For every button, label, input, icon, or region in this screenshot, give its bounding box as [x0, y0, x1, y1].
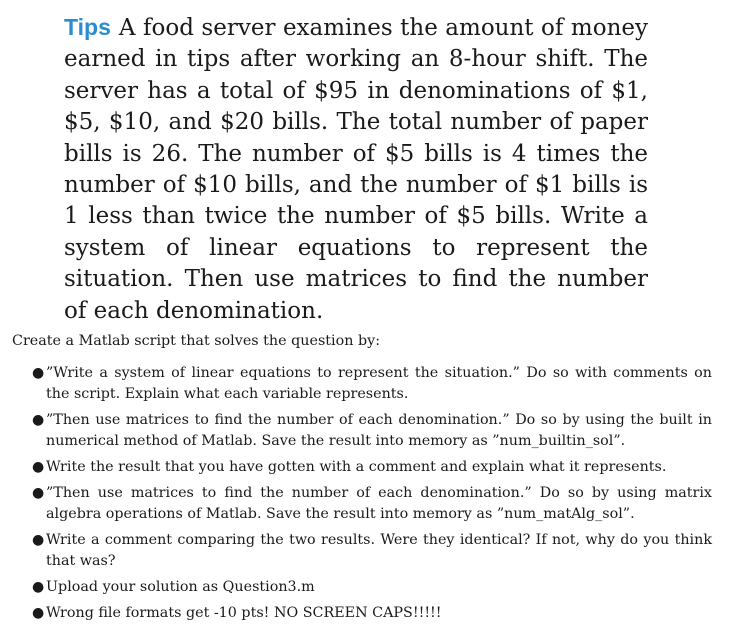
- task-text: Write the result that you have gotten with a comment and explain what it represents.: [46, 459, 667, 475]
- problem-text: A food server examines the amount of money earned in tips after working an 8-hour shift. The server has a total of $95 in denominations of $1, $5, $10, and $20 bills. The total number of paper bills is 26. The number of $5 bills is 4 times the number of $10 bills, and the number of $1 bills is 1 less than twice the number of $5 bills. Write a system of linear equations to represent the situation. Then use matrices to find the number of each denomination.: [64, 15, 648, 324]
- task-text: ”Then use matrices to find the number of each denomination.” Do so by using matrix algebra operations of Matlab. Save the result into memory as ”num_matAlg_sol”.: [46, 485, 712, 522]
- bullet-icon: ●: [32, 579, 45, 595]
- task-text: ”Write a system of linear equations to represent the situation.” Do so with comments on the script. Explain what each variable represents.: [46, 365, 712, 402]
- task-item-1: [12, 363, 712, 405]
- bullet-icon: ●: [32, 365, 45, 381]
- problem-tag: Tips: [64, 14, 111, 40]
- task-text: Write a comment comparing the two results. Were they identical? If not, why do you think that was?: [46, 532, 712, 569]
- bullet-icon: ●: [32, 605, 45, 621]
- bullet-icon: ●: [32, 485, 45, 501]
- problem-statement: [64, 12, 648, 327]
- instructions-intro: Create a Matlab script that solves the question by:: [12, 333, 381, 349]
- task-item-5: [12, 530, 712, 572]
- task-text: ”Then use matrices to find the number of each denomination.” Do so by using the built in numerical method of Matlab. Save the result into memory as ”num_builtin_sol”.: [46, 412, 712, 449]
- task-item-2: [12, 410, 712, 452]
- task-text: Wrong file formats get -10 pts! NO SCREEN CAPS!!!!!: [46, 605, 442, 621]
- task-item-6: [12, 577, 712, 598]
- task-list: [12, 363, 712, 624]
- bullet-icon: ●: [32, 412, 45, 428]
- task-item-4: [12, 483, 712, 525]
- instructions-section: [12, 331, 712, 629]
- task-text: Upload your solution as Question3.m: [46, 579, 315, 595]
- bullet-icon: ●: [32, 459, 45, 475]
- task-item-3: [12, 457, 712, 478]
- task-item-7: [12, 603, 712, 624]
- bullet-icon: ●: [32, 532, 45, 548]
